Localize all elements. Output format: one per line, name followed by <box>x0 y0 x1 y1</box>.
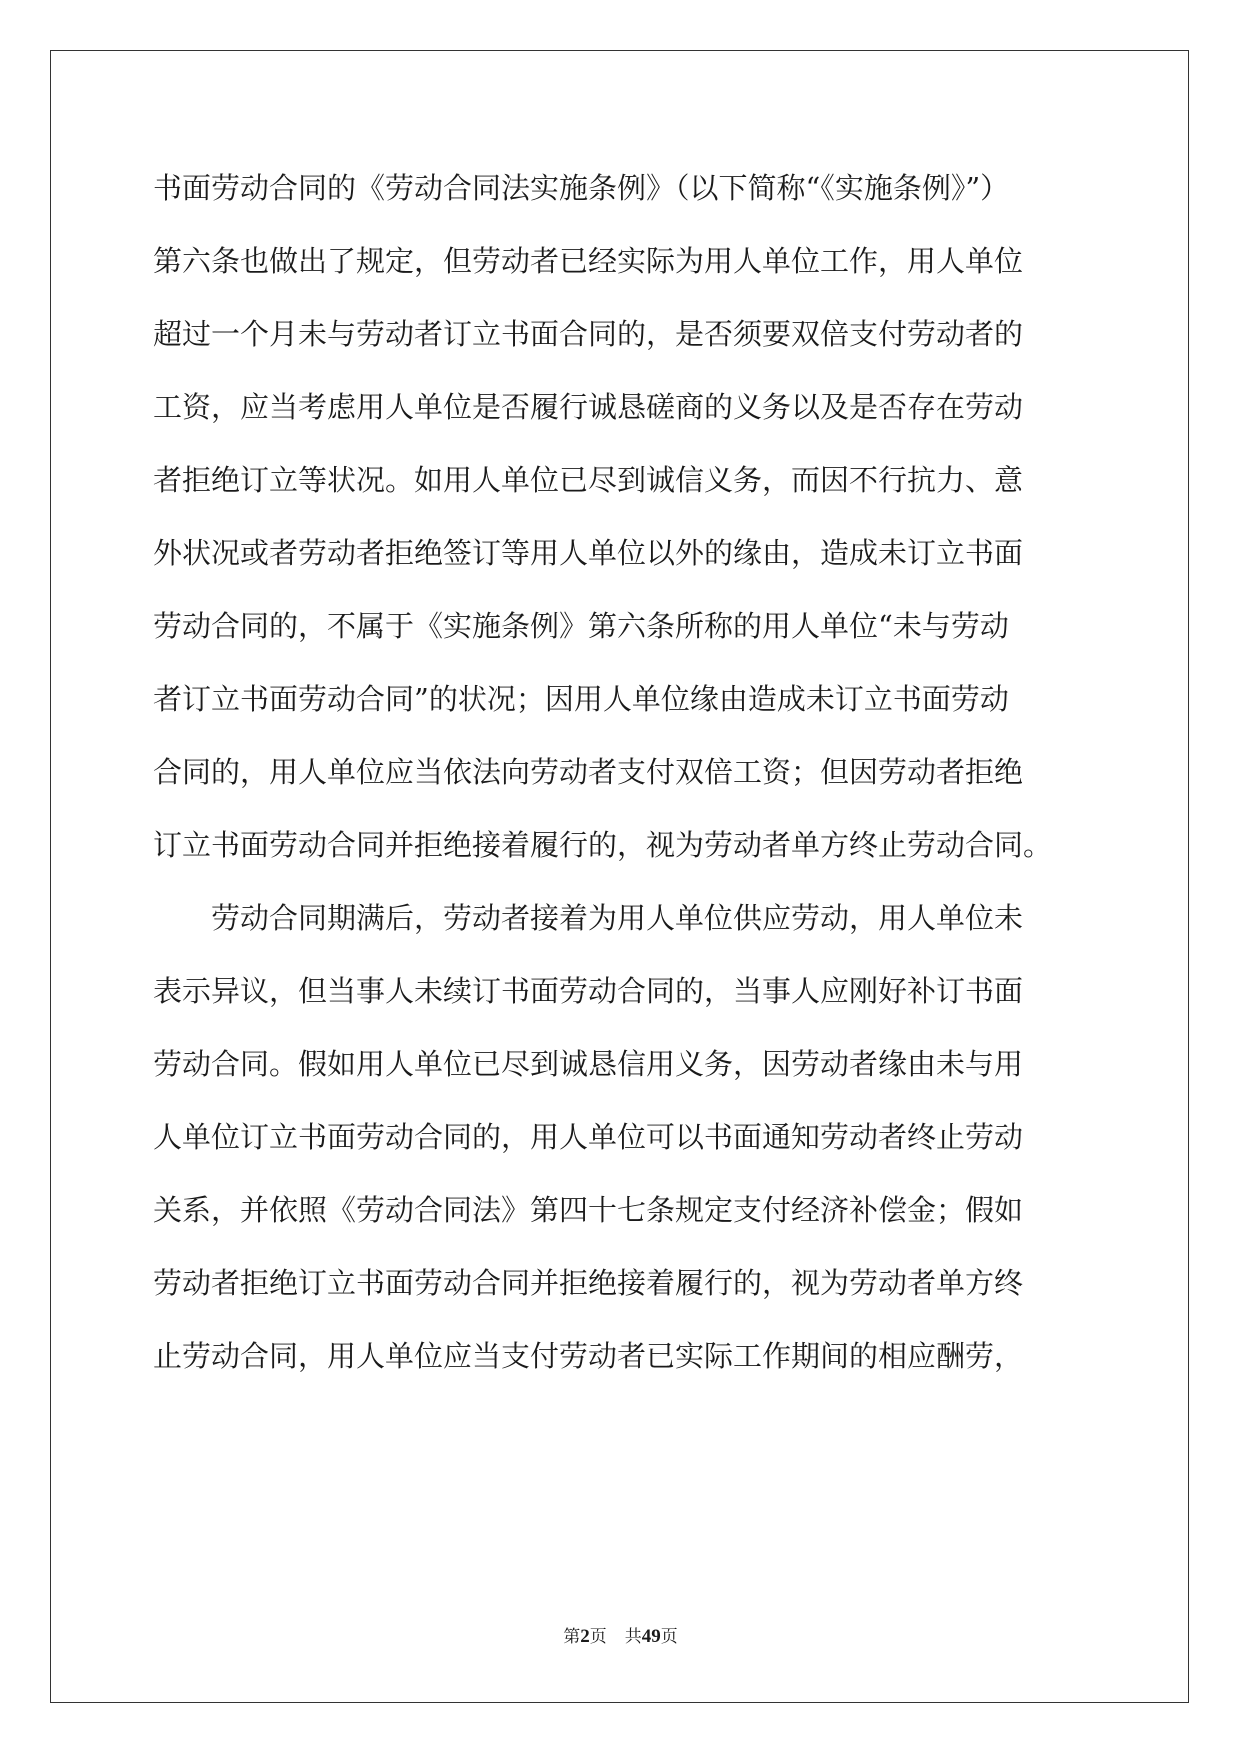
body-line: 人单位订立书面劳动合同的，用人单位可以书面通知劳动者终止劳动 <box>153 1120 1024 1154</box>
body-line: 工资，应当考虑用人单位是否履行诚恳磋商的义务以及是否存在劳动 <box>153 390 1024 424</box>
body-line: 外状况或者劳动者拒绝签订等用人单位以外的缘由，造成未订立书面 <box>153 536 1024 570</box>
body-line: 合同的，用人单位应当依法向劳动者支付双倍工资；但因劳动者拒绝 <box>153 755 1024 789</box>
total-pages: 49 <box>641 1626 661 1647</box>
page-border <box>50 50 1189 1703</box>
body-line: 者订立书面劳动合同”的状况；因用人单位缘由造成未订立书面劳动 <box>153 682 1009 716</box>
body-line: 止劳动合同，用人单位应当支付劳动者已实际工作期间的相应酬劳， <box>153 1339 1024 1373</box>
page-suffix: 页 <box>589 1627 607 1647</box>
body-line: 订立书面劳动合同并拒绝接着履行的，视为劳动者单方终止劳动合同。 <box>153 828 1053 862</box>
paragraph-first-line: 劳动合同期满后，劳动者接着为用人单位供应劳动，用人单位未 <box>211 901 1024 935</box>
page-footer <box>0 1622 1241 1648</box>
total-prefix: 共 <box>624 1627 642 1647</box>
page-prefix: 第 <box>563 1627 581 1647</box>
body-line: 超过一个月未与劳动者订立书面合同的，是否须要双倍支付劳动者的 <box>153 317 1024 351</box>
body-line: 关系，并依照《劳动合同法》第四十七条规定支付经济补偿金；假如 <box>153 1193 1024 1227</box>
body-line: 劳动者拒绝订立书面劳动合同并拒绝接着履行的，视为劳动者单方终 <box>153 1266 1024 1300</box>
body-line: 劳动合同的，不属于《实施条例》第六条所称的用人单位“未与劳动 <box>153 609 1009 643</box>
body-line: 第六条也做出了规定，但劳动者已经实际为用人单位工作，用人单位 <box>153 244 1024 278</box>
body-line: 书面劳动合同的《劳动合同法实施条例》（以下简称“《实施条例》”） <box>153 171 1010 205</box>
body-line: 者拒绝订立等状况。如用人单位已尽到诚信义务，而因不行抗力、意 <box>153 463 1024 497</box>
page-number: 2 <box>580 1626 590 1647</box>
body-line: 表示异议，但当事人未续订书面劳动合同的，当事人应刚好补订书面 <box>153 974 1024 1008</box>
body-line: 劳动合同。假如用人单位已尽到诚恳信用义务，因劳动者缘由未与用 <box>153 1047 1024 1081</box>
total-suffix: 页 <box>660 1627 678 1647</box>
